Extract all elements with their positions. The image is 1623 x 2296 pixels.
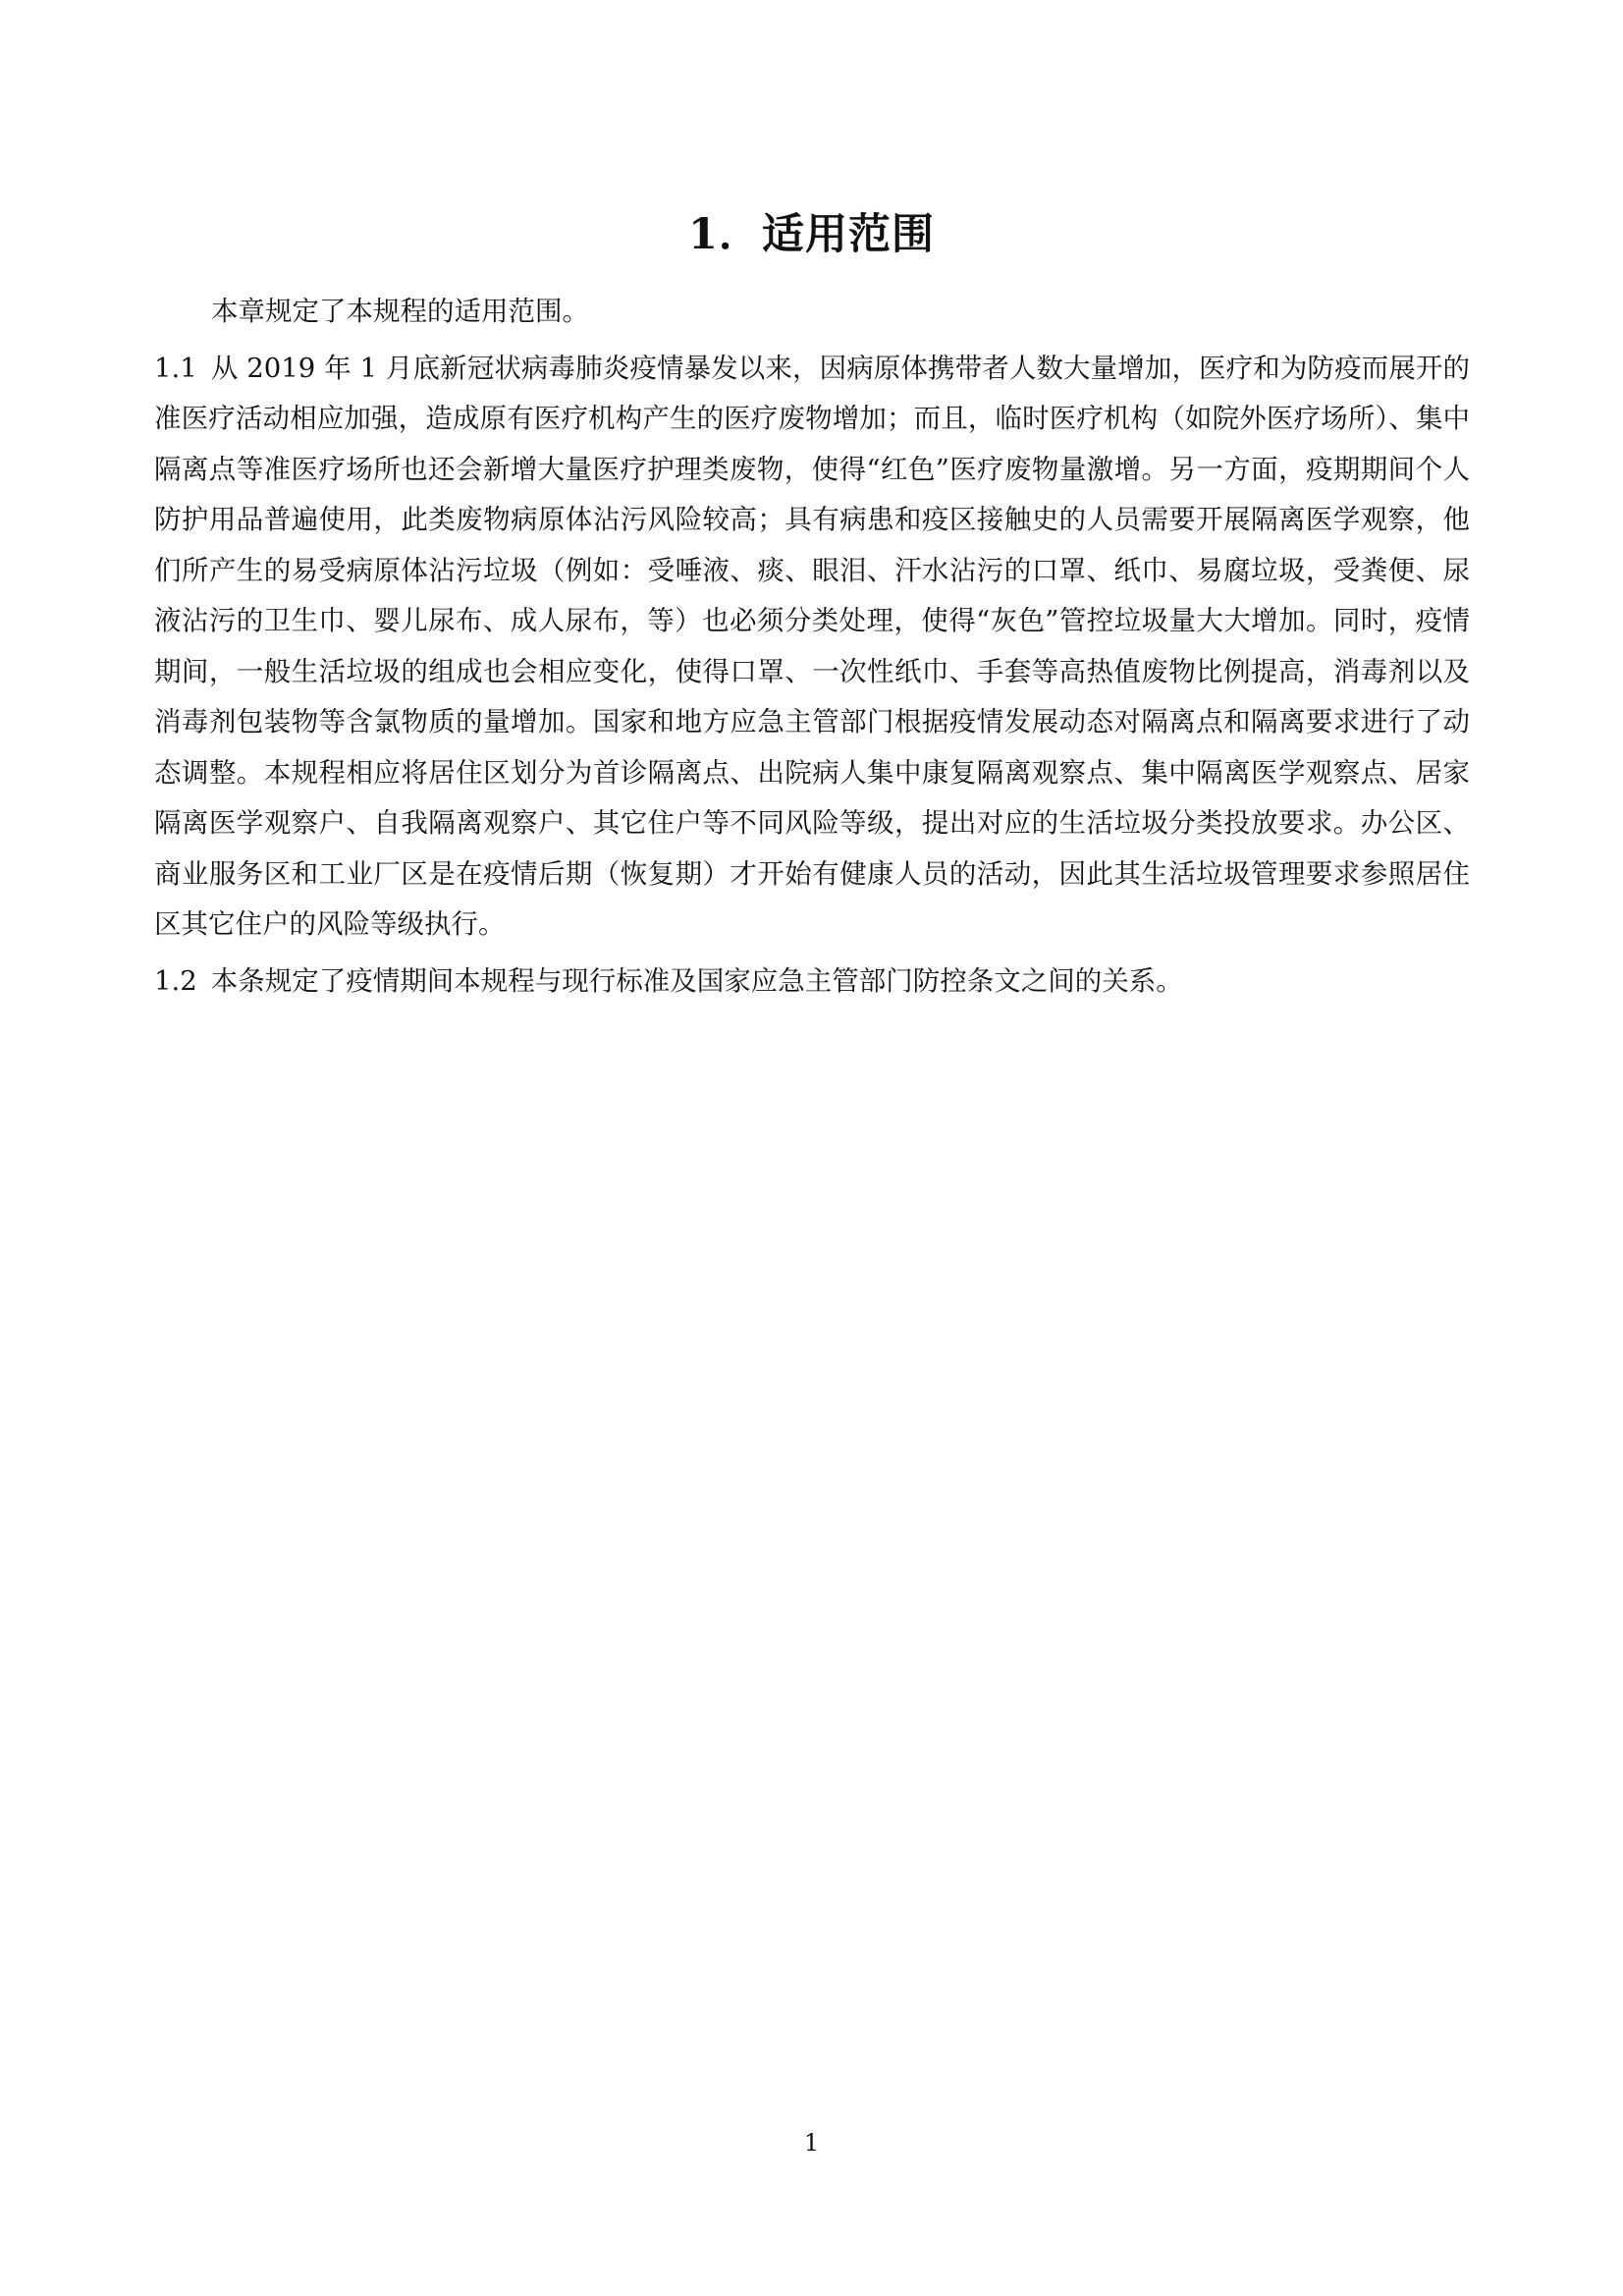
- clause-number: 1.2: [154, 964, 197, 997]
- page-number: 1: [803, 2129, 820, 2157]
- section-heading: 1．适用范围: [688, 210, 935, 259]
- clause-1-1: [154, 344, 1470, 951]
- clause-number: 1.1: [154, 352, 197, 384]
- intro-paragraph: 本章规定了本规程的适用范围。: [211, 296, 589, 327]
- clause-text: 从 2019 年 1 月底新冠状病毒肺炎疫情暴发以来，因病原体携带者人数大量增加，医疗和为防疫而展开的准医疗活动相应加强，造成原有医疗机构产生的医疗废物增加；而且，临时医疗机构（如院外医疗场所）、集中隔离点等准医疗场所也还会新增大量医疗护理类废物，使得“红色”医疗废物量激增。另一方面，疫期期间个人防护用品普遍使用，此类废物病原体沾污风险较高；具有病患和疫区接触史的人员需要开展隔离医学观察，他们所产生的易受病原体沾污垃圾（例如：受唾液、痰、眼泪、汗水沾污的口罩、纸巾、易腐垃圾，受粪便、尿液沾污的卫生巾、婴儿尿布、成人尿布，等）也必须分类处理，使得“灰色”管控垃圾量大大增加。同时，疫情期间，一般生活垃圾的组成也会相应变化，使得口罩、一次性纸巾、手套等高热值废物比例提高，消毒剂以及消毒剂包装物等含氯物质的量增加。国家和地方应急主管部门根据疫情发展动态对隔离点和隔离要求进行了动态调整。本规程相应将居住区划分为首诊隔离点、出院病人集中康复隔离观察点、集中隔离医学观察点、居家隔离医学观察户、自我隔离观察户、其它住户等不同风险等级，提出对应的生活垃圾分类投放要求。办公区、商业服务区和工业厂区是在疫情后期（恢复期）才开始有健康人员的活动，因此其生活垃圾管理要求参照居住区其它住户的风险等级执行。: [154, 352, 1470, 940]
- clause-1-2: [154, 957, 1470, 1008]
- section-body: [154, 287, 1470, 1012]
- clause-text: 本条规定了疫情期间本规程与现行标准及国家应急主管部门防控条文之间的关系。: [210, 964, 1183, 997]
